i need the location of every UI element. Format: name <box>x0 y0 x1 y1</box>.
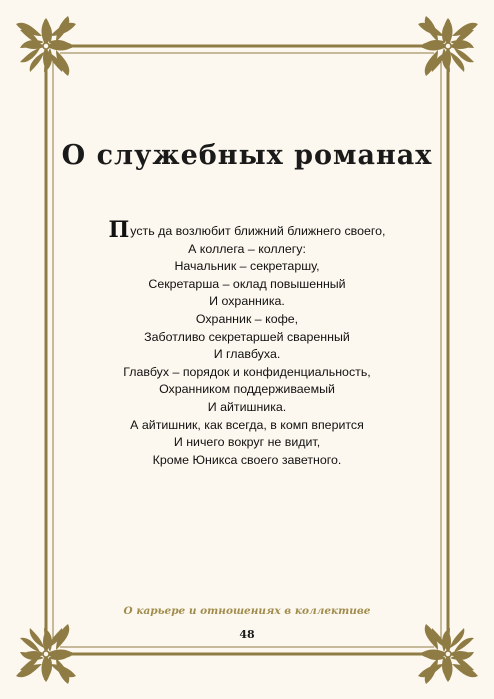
poem-line: А айтишник, как всегда, в комп вперится <box>130 417 364 432</box>
poem-line: А коллега – коллегу: <box>188 241 306 256</box>
poem-line: Заботливо секретаршей сваренный <box>144 329 350 344</box>
poem-line: И охранника. <box>209 294 285 309</box>
corner-ornament-top-left <box>16 16 76 76</box>
page-title: О служебных романах <box>61 140 433 171</box>
poem-first-line <box>60 217 434 243</box>
poem-text <box>60 217 434 469</box>
poem-line: Охранник – кофе, <box>195 311 299 326</box>
running-footer: О карьере и отношениях в коллективе <box>123 605 371 617</box>
poem-line: Секретарша – оклад повышенный <box>148 276 346 291</box>
poem-line: Начальник – секретаршу, <box>174 259 320 274</box>
drop-cap: П <box>108 217 130 243</box>
poem-line: Кроме Юникса своего заветного. <box>152 452 342 467</box>
poem-line: И айтишника. <box>207 399 287 414</box>
page-number: 48 <box>239 628 255 641</box>
poem-line: И ничего вокруг не видит, <box>173 435 321 450</box>
corner-ornament-top-right <box>418 16 478 76</box>
poem-line: И главбуха. <box>213 347 281 362</box>
poem-line: Главбух – порядок и конфиденциальность, <box>123 364 371 379</box>
poem-first-line-text: усть да возлюбит ближний ближнего своего, <box>130 224 386 238</box>
poem-line: Охранником поддерживаемый <box>159 382 335 397</box>
